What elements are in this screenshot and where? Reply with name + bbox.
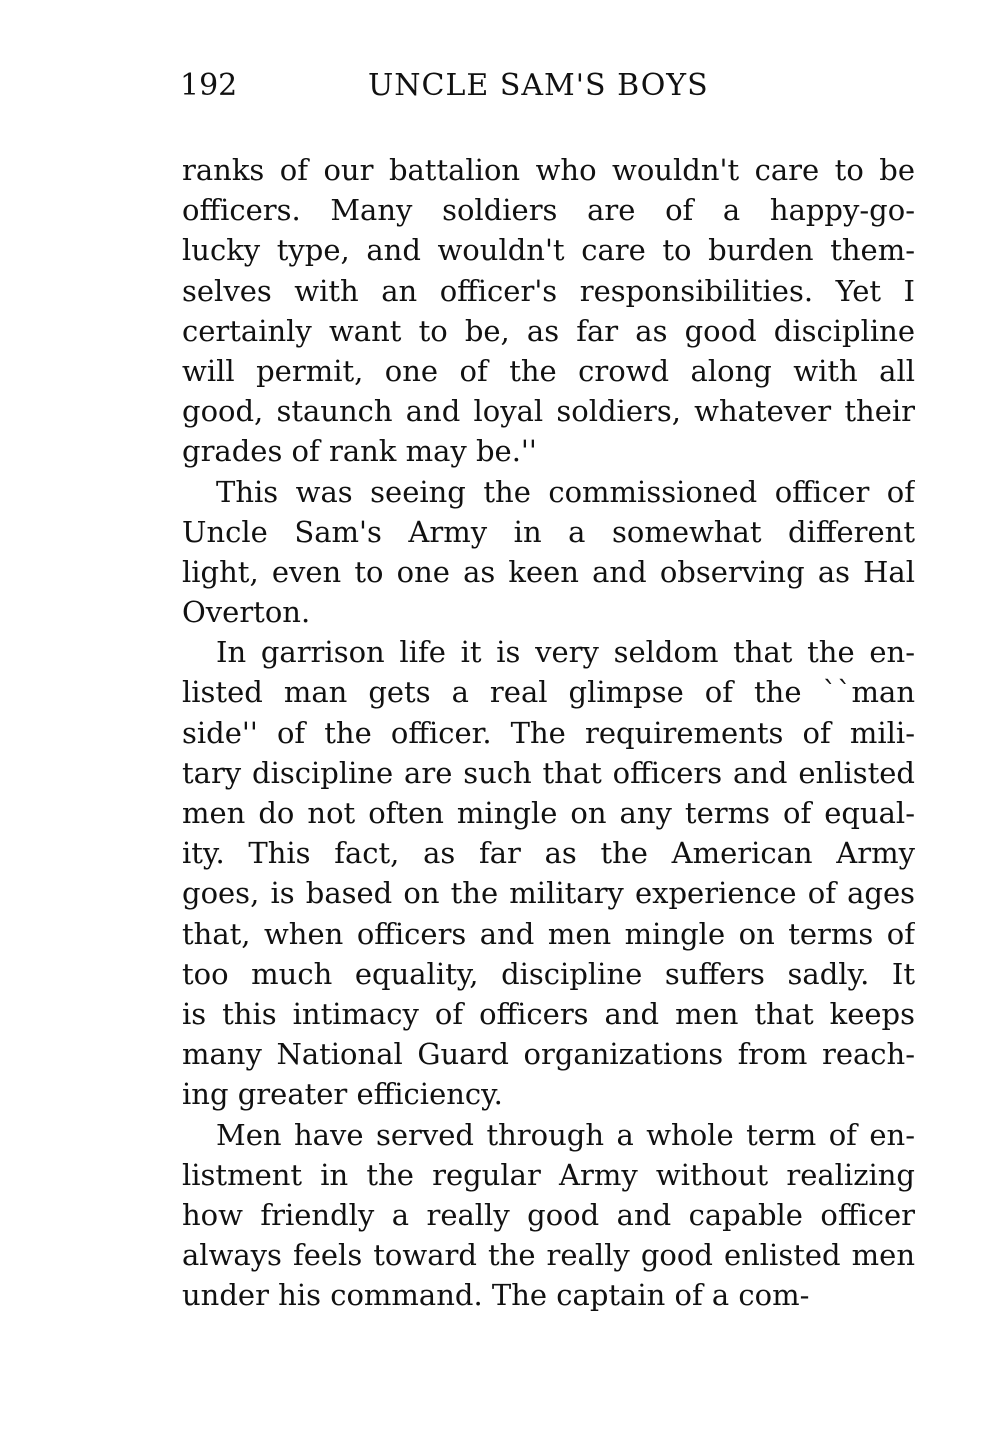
running-title: UNCLE SAM'S BOYS — [368, 68, 709, 103]
text-line: that, when officers and men mingle on terms of — [182, 916, 915, 951]
text-line: Men have served through a whole term of en- — [216, 1117, 915, 1152]
text-line: Overton. — [182, 595, 311, 630]
page-number: 192 — [180, 68, 238, 103]
text-line: how friendly a really good and capable officer — [182, 1197, 915, 1232]
paragraph — [182, 1115, 915, 1316]
text-line: selves with an officer's responsibilities. Yet I — [182, 273, 915, 308]
text-line: ing greater efficiency. — [182, 1077, 503, 1112]
text-line: light, even to one as keen and observing as Hal — [182, 554, 915, 589]
text-line: listed man gets a real glimpse of the ``man — [182, 675, 915, 710]
text-line: listment in the regular Army without realizing — [182, 1157, 915, 1192]
text-line: This was seeing the commissioned officer of — [216, 474, 915, 509]
text-line: goes, is based on the military experience of ages — [182, 876, 915, 911]
text-line: is this intimacy of officers and men that keeps — [182, 996, 915, 1031]
paragraph — [182, 150, 915, 472]
text-line: under his command. The captain of a com- — [182, 1278, 810, 1313]
text-line: tary discipline are such that officers and enlisted — [182, 755, 915, 790]
text-line: grades of rank may be.'' — [182, 434, 537, 469]
text-line: In garrison life it is very seldom that the en- — [216, 635, 915, 670]
paragraph — [182, 472, 915, 633]
text-line: ranks of our battalion who wouldn't care to be — [182, 153, 915, 187]
body-text — [182, 150, 915, 1315]
text-line: lucky type, and wouldn't care to burden them- — [182, 233, 915, 268]
paragraph — [182, 632, 915, 1114]
page-header — [180, 62, 915, 110]
text-line: will permit, one of the crowd along with all — [182, 353, 915, 388]
text-line: Uncle Sam's Army in a somewhat different — [182, 514, 915, 549]
text-line: officers. Many soldiers are of a happy-go- — [182, 193, 915, 228]
text-line: men do not often mingle on any terms of equal- — [182, 796, 915, 830]
text-line: too much equality, discipline suffers sadly. It — [182, 956, 915, 991]
text-line: always feels toward the really good enlisted men — [182, 1238, 915, 1273]
text-line: certainly want to be, as far as good discipline — [182, 313, 915, 348]
text-line: good, staunch and loyal soldiers, whatever their — [182, 394, 915, 429]
text-line: ity. This fact, as far as the American Army — [182, 836, 915, 871]
text-line: many National Guard organizations from reach- — [182, 1037, 915, 1072]
text-line: side'' of the officer. The requirements of mili- — [182, 715, 915, 750]
